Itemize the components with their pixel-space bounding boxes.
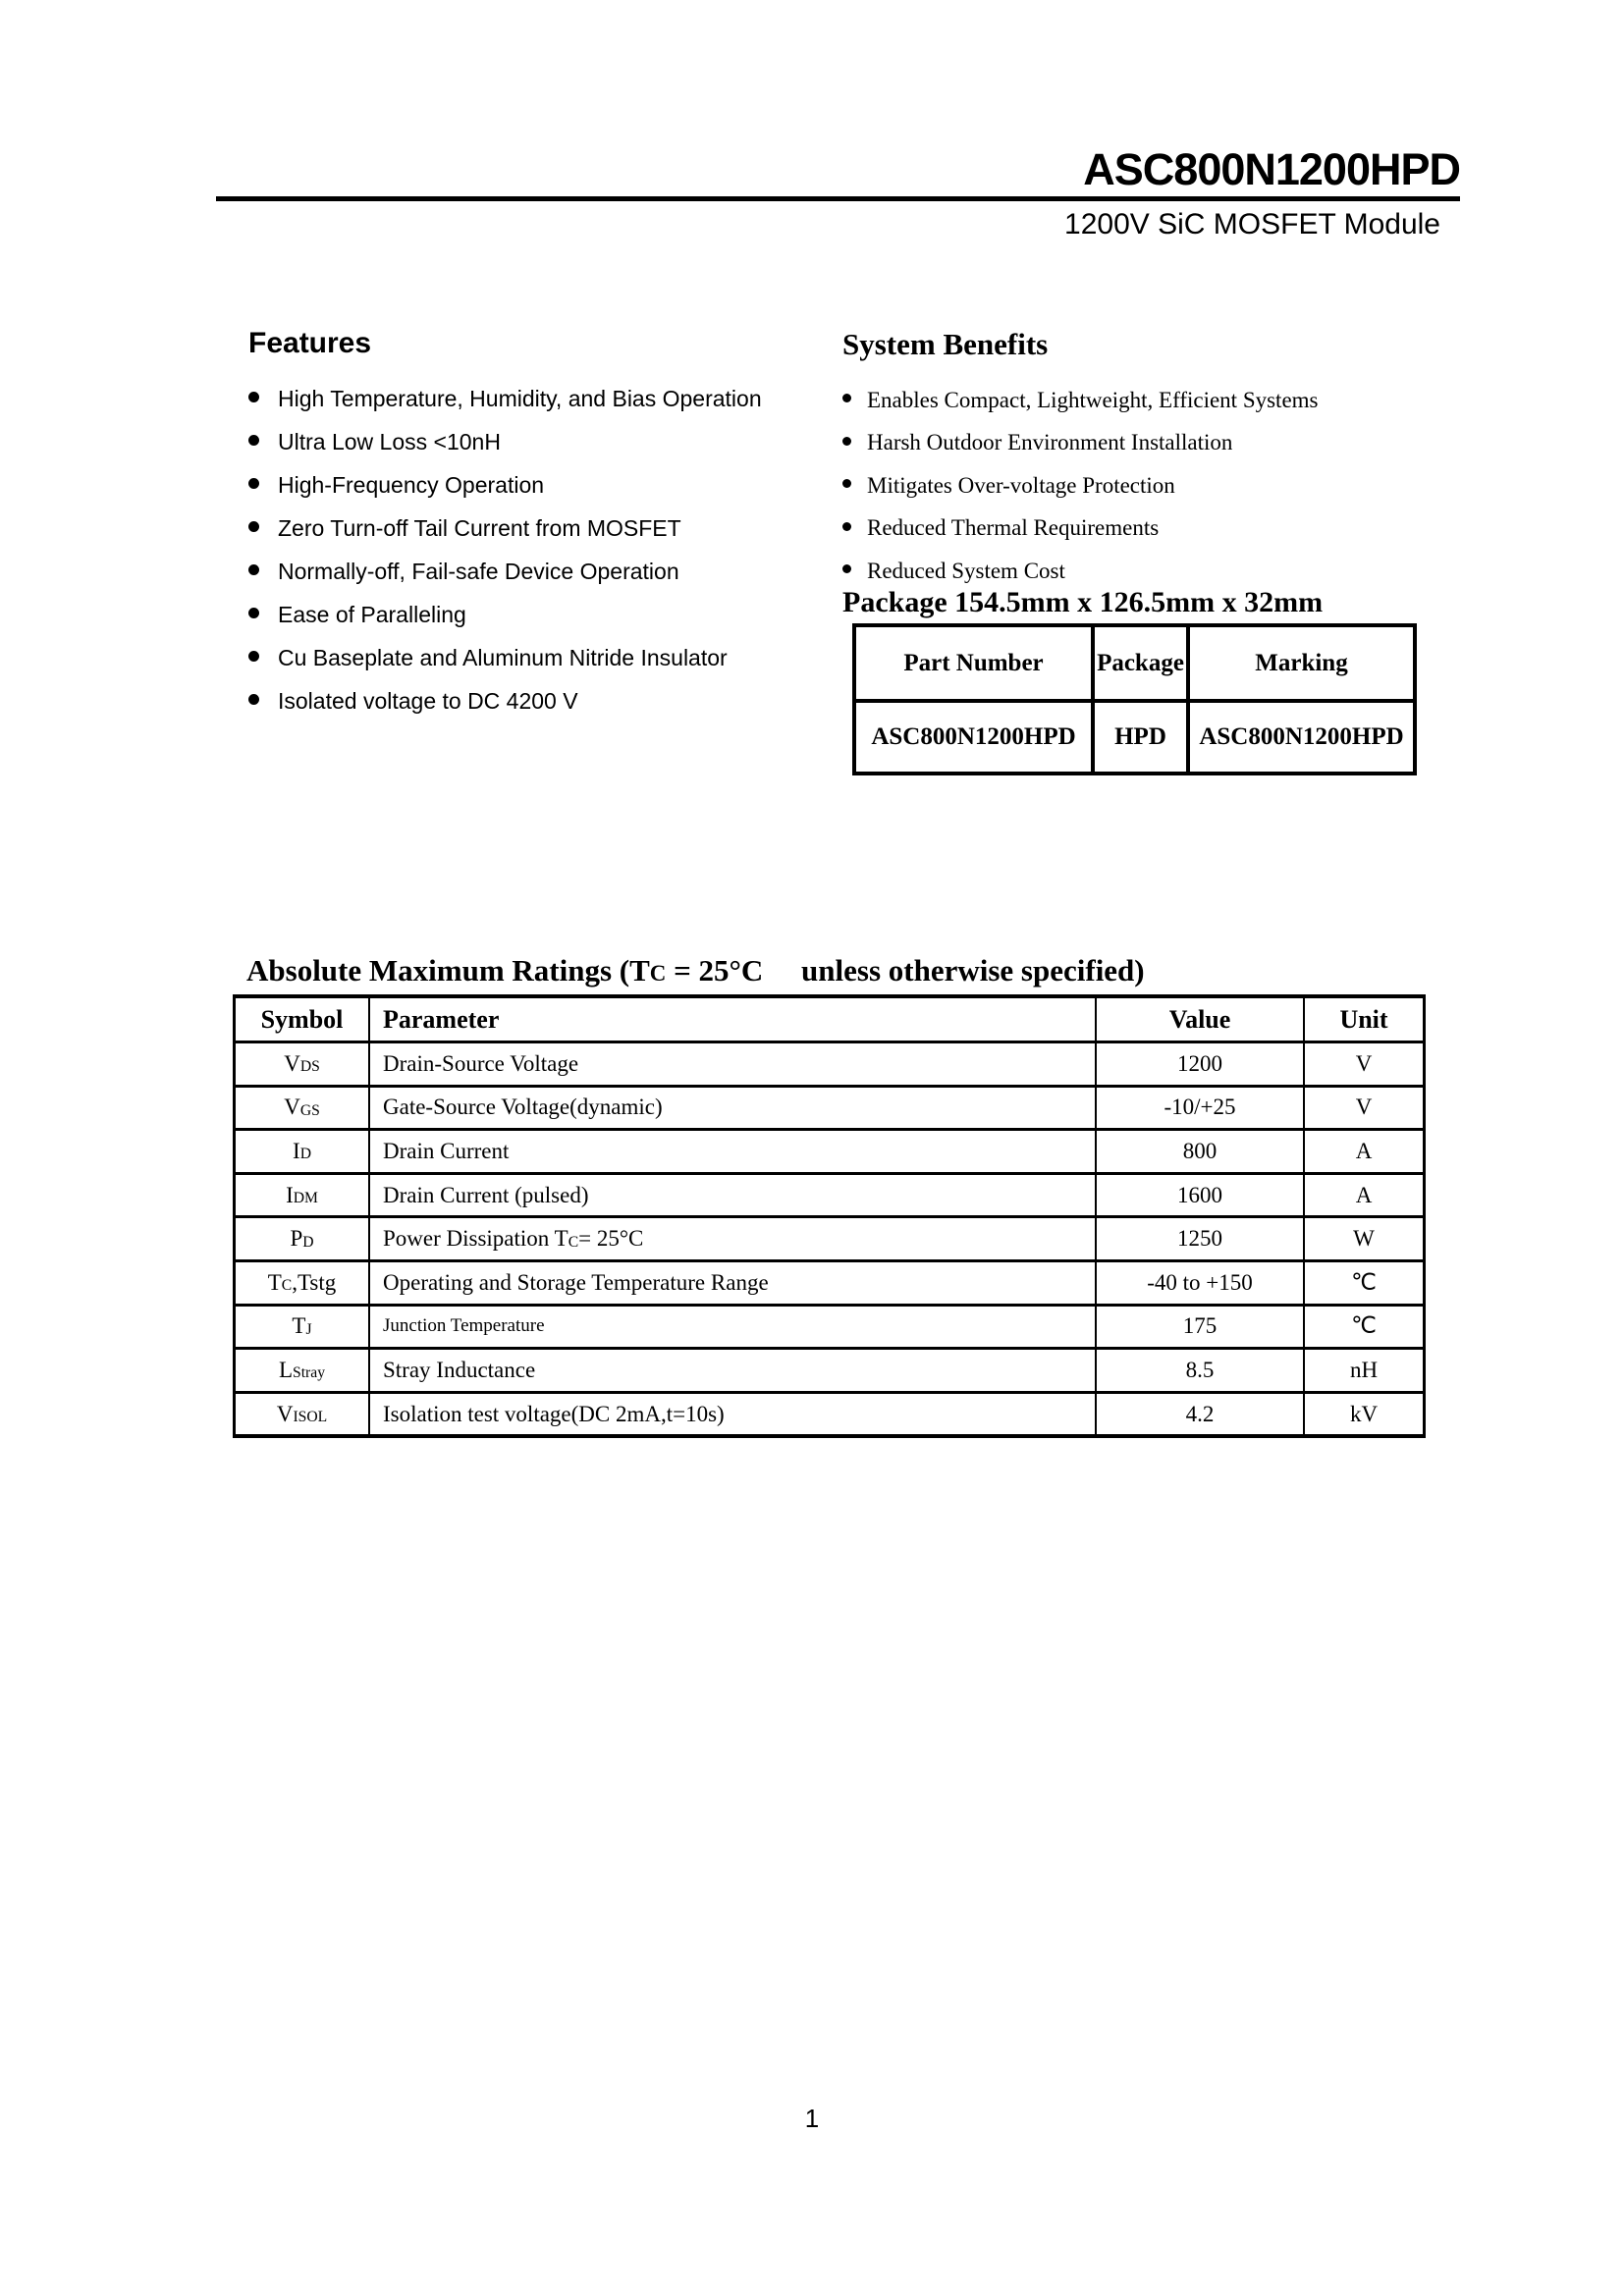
bullet-icon <box>842 522 851 531</box>
page-subtitle: 1200V SiC MOSFET Module <box>1064 208 1440 240</box>
symbol-cell: V $_{DS}$ <box>236 1041 368 1085</box>
benefits-heading: System Benefits <box>842 327 1049 361</box>
unit-cell: A <box>1303 1172 1423 1216</box>
parameter-cell: Isolation test voltage(DC 2mA,t=10s) <box>368 1391 1095 1435</box>
symbol-cell: T $_J$ <box>236 1304 368 1348</box>
benefits-section <box>842 326 1461 593</box>
benefit-item <box>842 464 1461 507</box>
value-cell: 800 <box>1095 1128 1303 1172</box>
value-cell: 8.5 <box>1095 1347 1303 1391</box>
bullet-icon <box>842 437 851 446</box>
value-cell: 1250 <box>1095 1215 1303 1259</box>
benefit-item-label: Mitigates Over-voltage Protection <box>867 472 1175 498</box>
features-list <box>248 377 828 722</box>
parameter-cell: Stray Inductance <box>368 1347 1095 1391</box>
unit-cell: A <box>1303 1128 1423 1172</box>
parameter-cell: Operating and Storage Temperature Range <box>368 1259 1095 1304</box>
small-text: C <box>649 961 667 986</box>
bullet-icon <box>248 694 259 705</box>
feature-item <box>248 550 828 593</box>
benefit-item-label: Enables Compact, Lightweight, Efficient Systems <box>867 387 1319 412</box>
value-cell: 175 <box>1095 1304 1303 1348</box>
feature-item <box>248 463 828 507</box>
feature-item-label: High-Frequency Operation <box>278 471 545 498</box>
feature-item <box>248 420 828 463</box>
symbol-cell: I $_{DM}$ <box>236 1172 368 1216</box>
symbol-cell: T $_C$ ,Tstg <box>236 1259 368 1304</box>
ratings-table-header-cell: Value <box>1095 998 1303 1041</box>
feature-item <box>248 636 828 679</box>
feature-item <box>248 507 828 550</box>
unit-cell: nH <box>1303 1347 1423 1391</box>
ratings-table-header-cell: Unit <box>1303 998 1423 1041</box>
feature-item-label: Ease of Paralleling <box>278 601 466 627</box>
package-table-header-cell: Marking <box>1186 627 1413 699</box>
package-table-cell: ASC800N1200HPD <box>856 699 1091 772</box>
symbol-cell: V $_{GS}$ <box>236 1085 368 1129</box>
benefit-item <box>842 507 1461 551</box>
unit-cell: W <box>1303 1215 1423 1259</box>
page-number: 1 <box>804 2104 820 2133</box>
features-heading: Features <box>248 327 372 359</box>
value-cell: 1200 <box>1095 1041 1303 1085</box>
unit-cell: V <box>1303 1085 1423 1129</box>
bullet-icon <box>842 394 851 402</box>
unit-cell: V <box>1303 1041 1423 1085</box>
ratings-table <box>233 994 1426 1438</box>
bullet-icon <box>248 435 259 446</box>
bullet-icon <box>248 608 259 618</box>
bullet-icon <box>248 392 259 402</box>
parameter-cell: Power Dissipation T $_C$ = 25°C <box>368 1215 1095 1259</box>
parameter-cell: Drain-Source Voltage <box>368 1041 1095 1085</box>
parameter-cell: Junction Temperature <box>368 1304 1095 1348</box>
benefit-item <box>842 379 1461 422</box>
package-table-cell: ASC800N1200HPD <box>1186 699 1413 772</box>
value-cell: -40 to +150 <box>1095 1259 1303 1304</box>
ratings-heading: Absolute Maximum Ratings (TC = 25°C unless otherwise specified) <box>246 953 1145 988</box>
parameter-cell: Drain Current <box>368 1128 1095 1172</box>
value-cell: -10/+25 <box>1095 1085 1303 1129</box>
ratings-table-header-cell: Parameter <box>368 998 1095 1041</box>
symbol-cell: V $_{ISOL}$ <box>236 1391 368 1435</box>
symbol-cell: I $_D$ <box>236 1128 368 1172</box>
feature-item <box>248 593 828 636</box>
parameter-cell: Gate-Source Voltage(dynamic) <box>368 1085 1095 1129</box>
bullet-icon <box>248 651 259 662</box>
ratings-table-header-cell: Symbol <box>260 1004 344 1034</box>
benefit-item-label: Reduced Thermal Requirements <box>867 515 1160 541</box>
symbol-cell: P $_D$ <box>236 1215 368 1259</box>
page-title: ASC800N1200HPD <box>1083 144 1460 194</box>
feature-item <box>248 679 828 722</box>
feature-item-label: High Temperature, Humidity, and Bias Operation <box>278 385 762 411</box>
feature-item-label: Zero Turn-off Tail Current from MOSFET <box>278 514 681 541</box>
package-table-cell: HPD <box>1091 699 1186 772</box>
bullet-icon <box>842 479 851 488</box>
benefit-item <box>842 422 1461 465</box>
package-table-header-cell: Package <box>1091 627 1186 699</box>
benefits-list <box>842 379 1461 593</box>
symbol-cell: L $_{Stray}$ <box>236 1347 368 1391</box>
benefit-item-label: Harsh Outdoor Environment Installation <box>867 430 1233 455</box>
bullet-icon <box>842 564 851 573</box>
bullet-icon <box>248 478 259 489</box>
feature-item-label: Cu Baseplate and Aluminum Nitride Insulator <box>278 644 728 670</box>
unit-cell: ℃ <box>1303 1259 1423 1304</box>
benefit-item-label: Reduced System Cost <box>867 558 1065 583</box>
feature-item-label: Isolated voltage to DC 4200 V <box>278 687 578 714</box>
package-heading: Package 154.5mm x 126.5mm x 32mm <box>842 586 1324 618</box>
feature-item-label: Ultra Low Loss <10nH <box>278 428 501 454</box>
bullet-icon <box>248 564 259 575</box>
unit-cell: ℃ <box>1303 1304 1423 1348</box>
header-divider <box>216 196 1460 201</box>
features-section <box>248 326 828 722</box>
unit-cell: kV <box>1303 1391 1423 1435</box>
feature-item-label: Normally-off, Fail-safe Device Operation <box>278 558 679 584</box>
package-table <box>852 623 1417 775</box>
value-cell: 4.2 <box>1095 1391 1303 1435</box>
parameter-cell: Drain Current (pulsed) <box>368 1172 1095 1216</box>
bullet-icon <box>248 521 259 532</box>
package-table-header-cell: Part Number <box>903 649 1044 676</box>
feature-item <box>248 377 828 420</box>
value-cell: 1600 <box>1095 1172 1303 1216</box>
